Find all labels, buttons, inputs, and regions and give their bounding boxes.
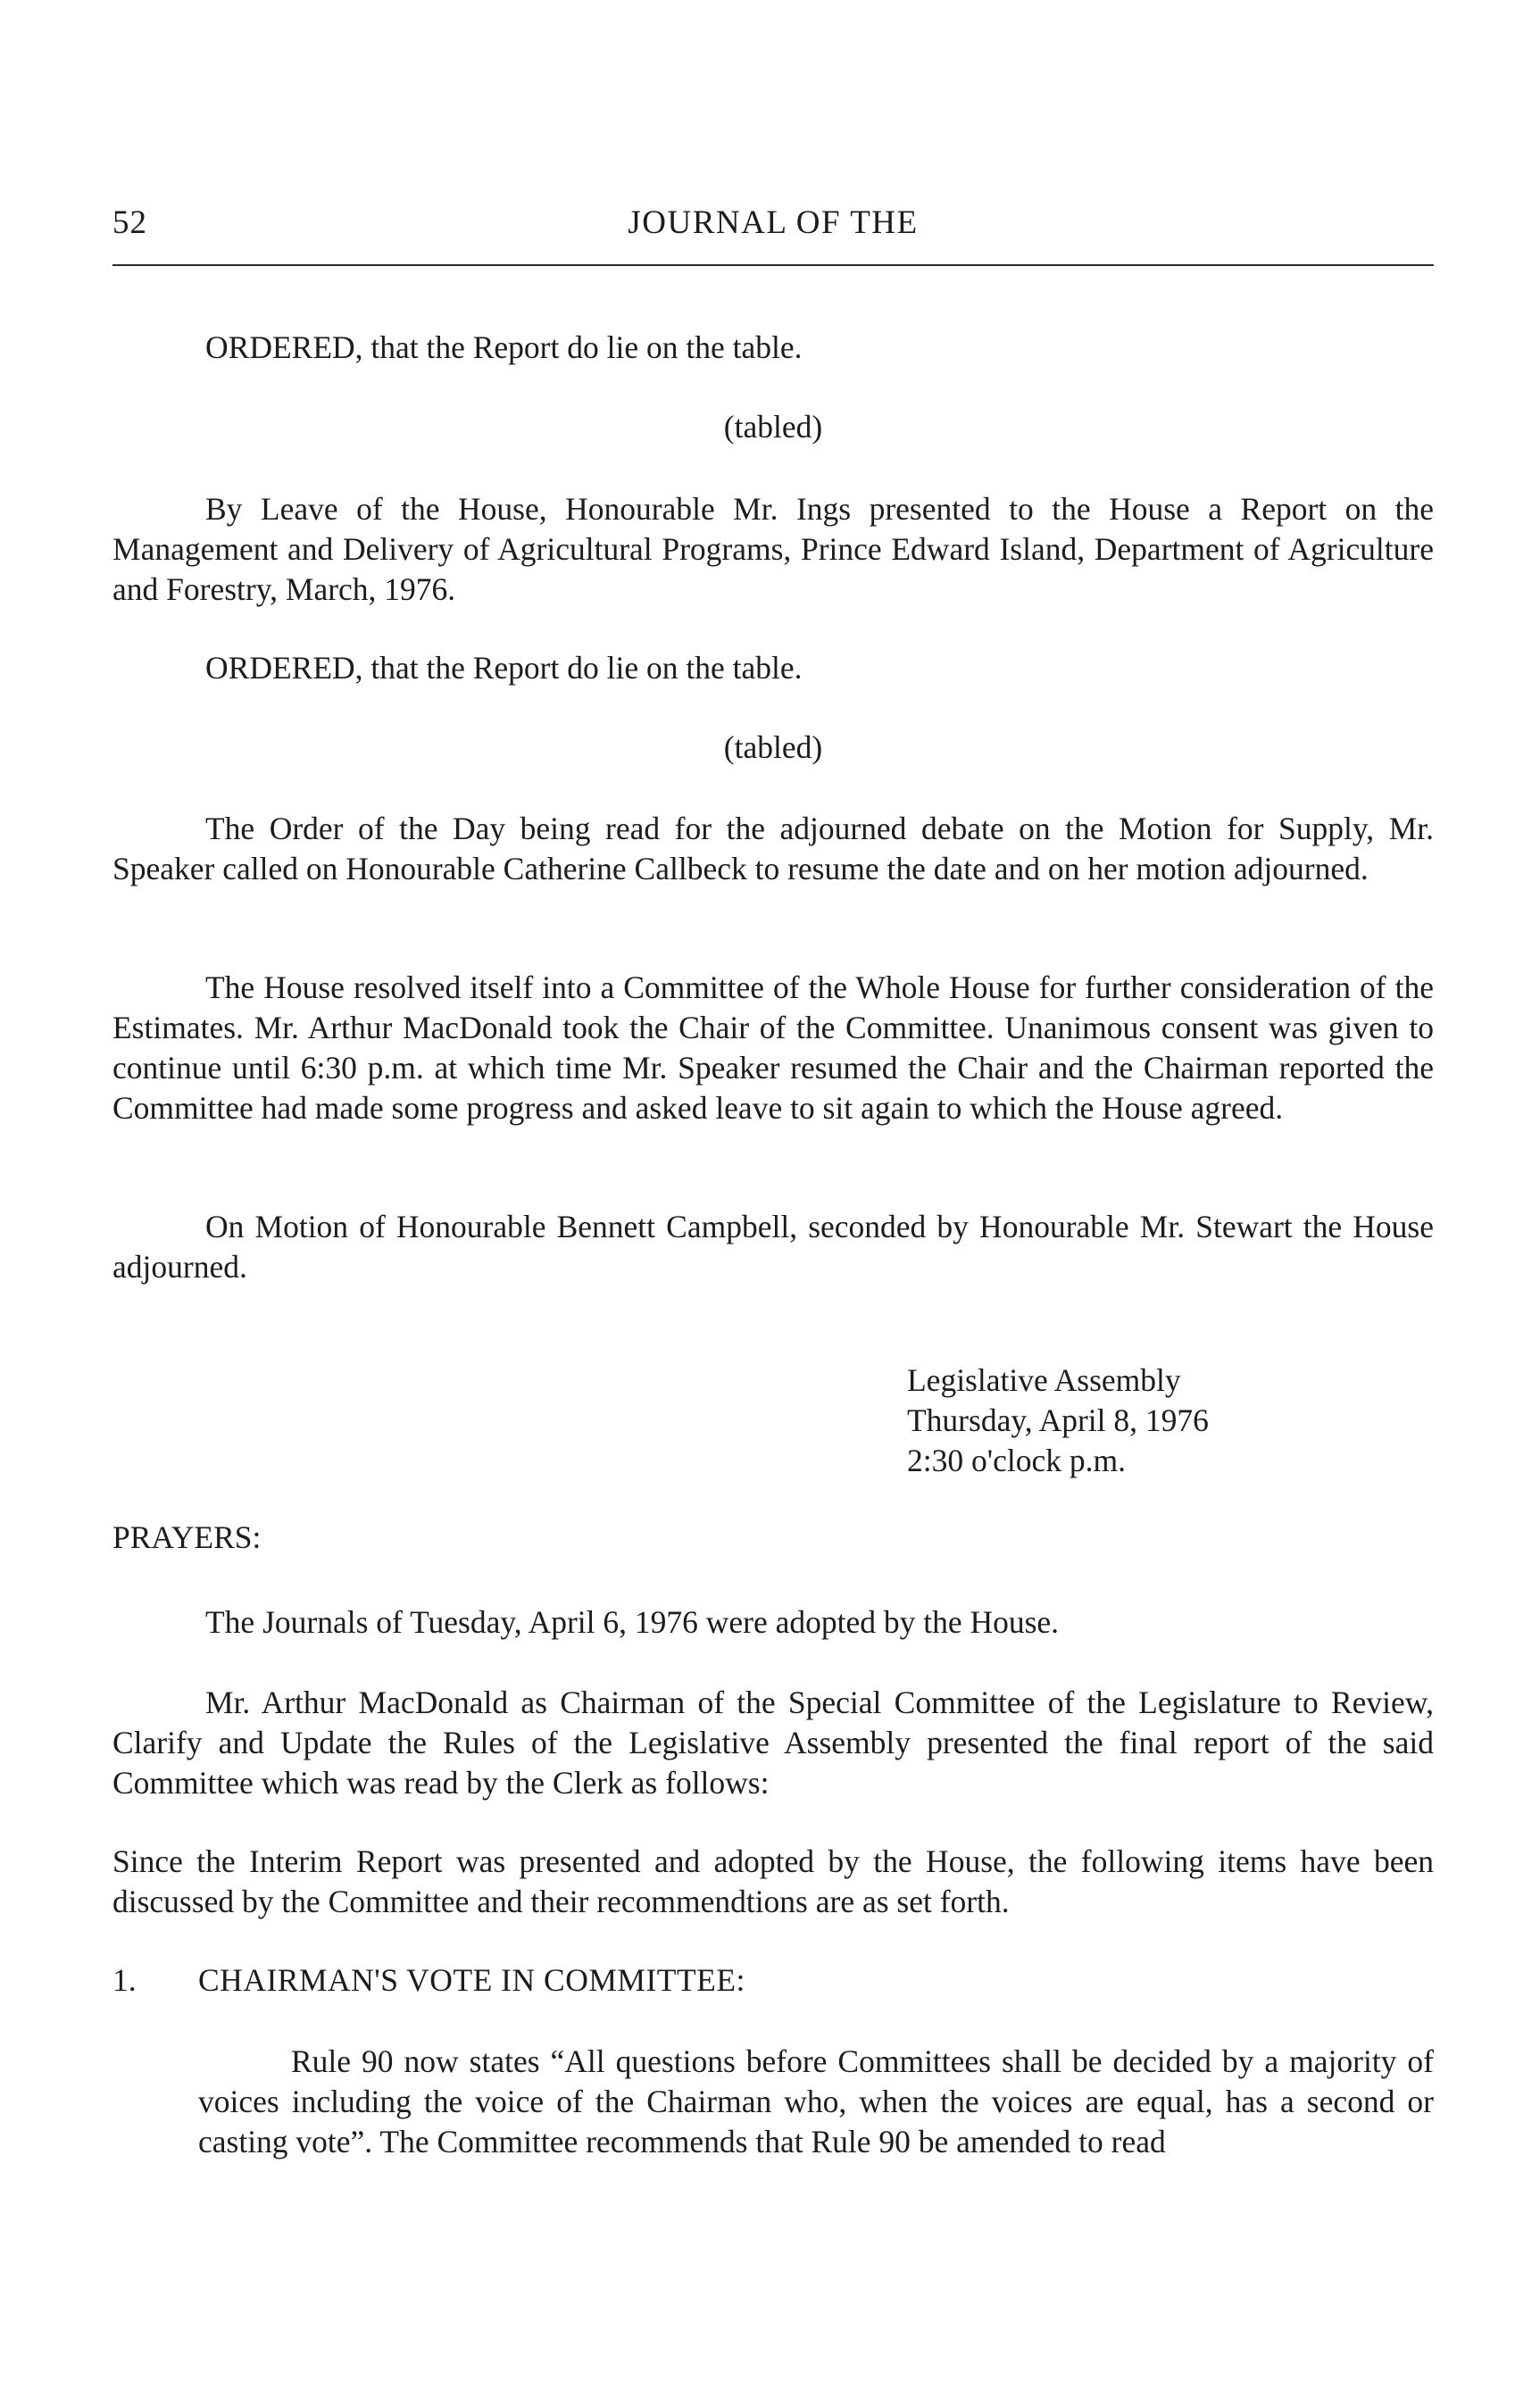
ordered-text-2: ORDERED, that the Report do lie on the table. xyxy=(205,650,803,686)
paragraph-motion xyxy=(112,1207,1434,1287)
sitting-heading-date: Thursday, April 8, 1976 xyxy=(907,1402,1209,1438)
sitting-heading xyxy=(907,1360,1209,1481)
sitting-heading-assembly: Legislative Assembly xyxy=(907,1362,1181,1398)
paragraph-motion-text: On Motion of Honourable Bennett Campbell, seconded by Honourable Mr. Stewart the House adjourned. xyxy=(112,1209,1434,1285)
prayers-text: PRAYERS: xyxy=(112,1519,262,1555)
tabled-1 xyxy=(112,407,1434,447)
ordered-1 xyxy=(112,328,1434,368)
paragraph-since xyxy=(112,1842,1434,1922)
page-number: 52 xyxy=(112,204,147,241)
paragraph-macdonald-text: Mr. Arthur MacDonald as Chairman of the Special Committee of the Legislature to Review, Clarify and Update the Rules of the Legislative Assembly presented the final report of the said Committee which was read by the Clerk as follows: xyxy=(112,1685,1434,1801)
paragraph-leave-text: By Leave of the House, Honourable Mr. Ings presented to the House a Report on the Management and Delivery of Agricultural Programs, Prince Edward Island, Department of Agriculture and Forestry, March, 1976. xyxy=(112,491,1434,607)
ordered-text-1: ORDERED, that the Report do lie on the table. xyxy=(205,329,803,365)
paragraph-rule-90-text: Rule 90 now states “All questions before Committees shall be decided by a majority of voices including the voice of the Chairman who, when the voices are equal, has a second or casting vote”. The Committee recommends that Rule 90 be amended to read xyxy=(198,2043,1434,2159)
running-title: JOURNAL OF THE xyxy=(628,204,919,241)
item-1-title: CHAIRMAN'S VOTE IN COMMITTEE: xyxy=(198,1962,745,1998)
paragraph-macdonald xyxy=(112,1683,1434,1803)
sitting-heading-time: 2:30 o'clock p.m. xyxy=(907,1443,1126,1478)
page-header xyxy=(112,204,1434,257)
paragraph-journals xyxy=(112,1602,1434,1643)
ordered-2 xyxy=(112,648,1434,688)
paragraph-order-of-day-text: The Order of the Day being read for the adjourned debate on the Motion for Supply, Mr. Speaker called on Honourable Catherine Callbeck to resume the date and on her motion adjourned. xyxy=(112,811,1434,886)
paragraph-leave xyxy=(112,489,1434,610)
tabled-2 xyxy=(112,728,1434,768)
paragraph-committee-text: The House resolved itself into a Committee of the Whole House for further consideration of the Estimates. Mr. Arthur MacDonald took the Chair of the Committee. Unanimous consent was given to continue until 6:30 p.m. at which time Mr. Speaker resumed the Chair and the Chairman reported the Committee had made some progress and asked leave to sit again to which the House agreed. xyxy=(112,969,1434,1126)
journal-page xyxy=(112,0,1434,2388)
paragraph-since-text: Since the Interim Report was presented and adopted by the House, the following items have been discussed by the Committee and their recommendtions are as set forth. xyxy=(112,1843,1434,1919)
item-1-number: 1. xyxy=(112,1962,137,1998)
paragraph-journals-text: The Journals of Tuesday, April 6, 1976 were adopted by the House. xyxy=(205,1604,1060,1640)
tabled-text-2: (tabled) xyxy=(723,729,823,765)
paragraph-order-of-day xyxy=(112,809,1434,889)
header-rule xyxy=(112,264,1434,266)
tabled-text-1: (tabled) xyxy=(723,409,823,445)
paragraph-rule-90 xyxy=(198,2042,1434,2162)
paragraph-committee xyxy=(112,968,1434,1128)
prayers xyxy=(112,1518,1434,1558)
item-1-heading xyxy=(112,1961,1434,2006)
